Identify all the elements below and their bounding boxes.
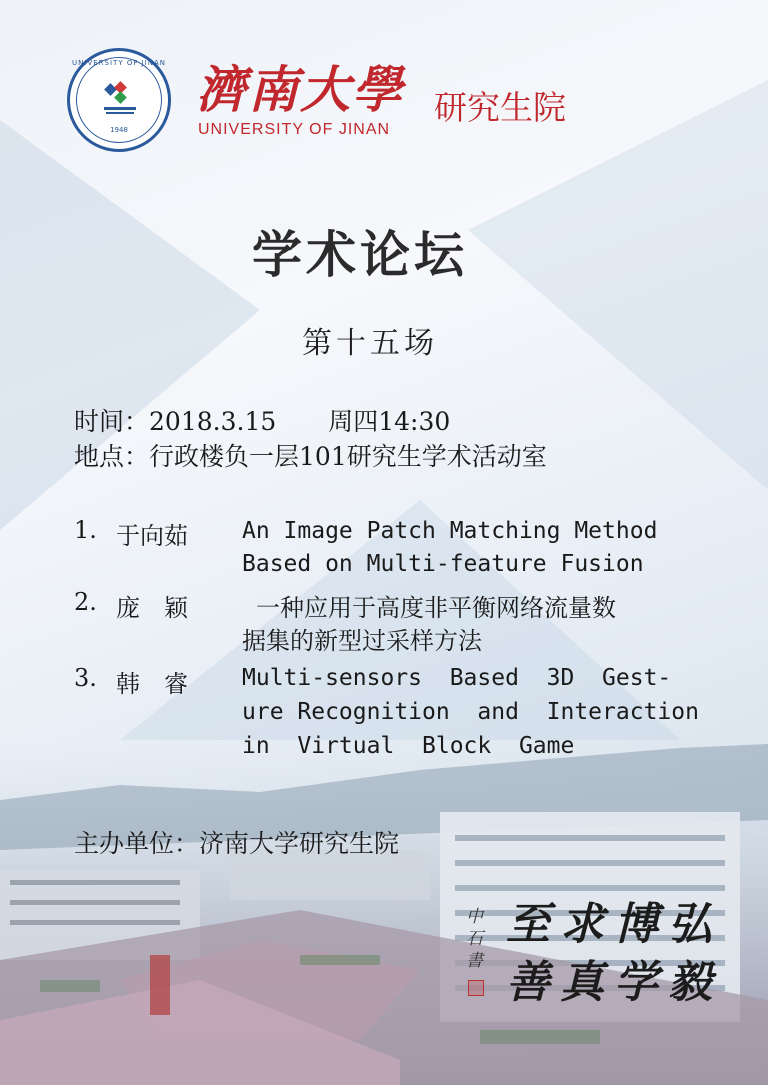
event-time [74,402,450,438]
motto-line: 善真学毅 [506,957,722,1008]
event-location [74,437,547,473]
page-title: 学术论坛 [252,225,468,284]
talk-speaker: 庞 颖 [116,594,188,622]
event-weekday-time: 周四14:30 [328,407,451,436]
talk-speaker: 于向茹 [116,522,188,550]
talk-title-line: 据集的新型过采样方法 [242,627,482,655]
seal-text: UNIVERSITY OF JINAN [72,59,166,67]
place-value: 行政楼负一层101研究生学术活动室 [149,442,547,471]
talk-title-line: An Image Patch Matching Method [242,518,658,544]
university-name-english: UNIVERSITY OF JINAN [198,121,391,138]
talk-number: 1. [74,516,97,544]
talk-title-line: Multi-sensors Based 3D Gest- [242,665,672,691]
calligrapher-signature: 中石書 [466,907,483,971]
time-label: 时间： [74,407,150,436]
session-number: 第十五场 [302,326,438,361]
talk-title-line: 一种应用于高度非平衡网络流量数 [256,594,616,622]
graduate-school-label: 研究生院 [434,88,566,127]
talk-title-line: Based on Multi-feature Fusion [242,551,644,577]
place-label: 地点： [74,442,150,471]
talk-number: 3. [74,664,97,692]
talk-speaker: 韩 睿 [116,670,188,698]
university-seal-logo [67,48,171,152]
calligraphy-seal-stamp [468,980,484,996]
talk-number: 2. [74,588,97,616]
motto-line: 至求博弘 [506,899,722,950]
event-date: 2018.3.15 [149,407,277,436]
talk-title-line: ure Recognition and Interaction [242,699,699,725]
seal-emblem-icon [98,77,142,121]
university-name-chinese: 濟南大學 [196,60,404,119]
seal-year: 1948 [110,126,128,134]
organizer: 主办单位：济南大学研究生院 [74,829,400,858]
talk-title-line: in Virtual Block Game [242,733,575,759]
